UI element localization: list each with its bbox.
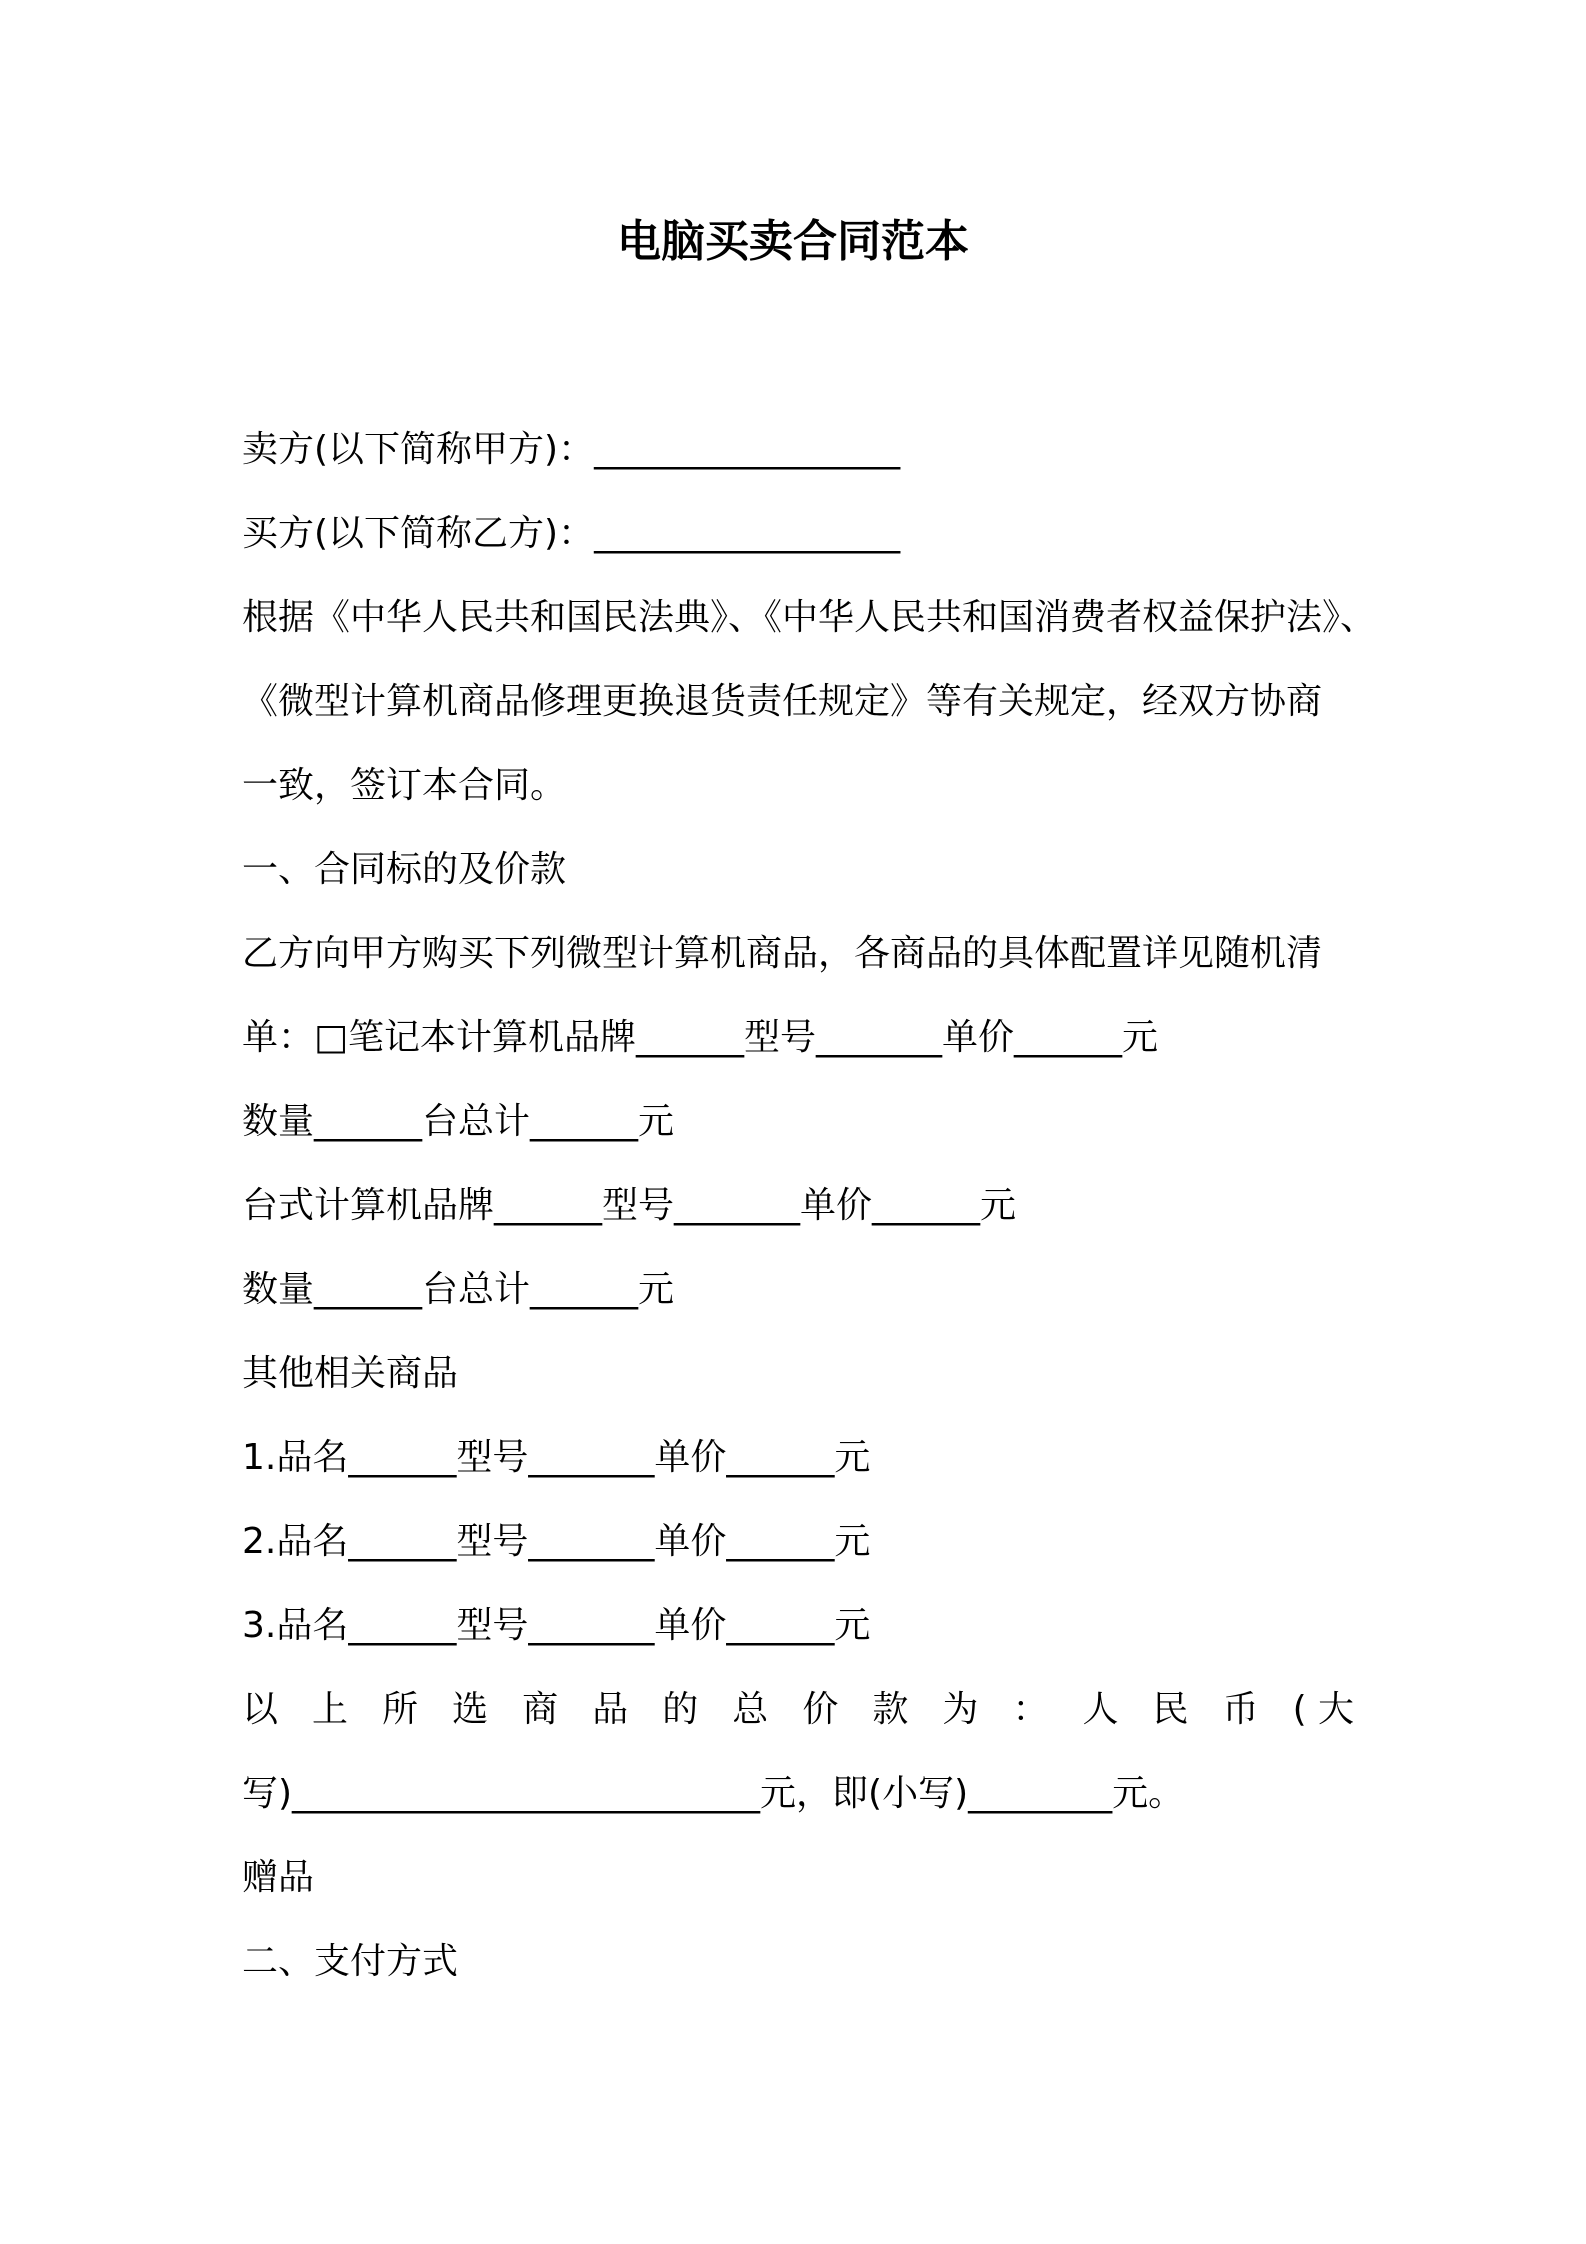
section-2-heading: 二、支付方式 — [242, 1941, 459, 1982]
desktop-quantity-line: 数量______台总计______元 — [242, 1269, 675, 1310]
total-price-line-2: 写)__________________________元，即(小写)________元。 — [242, 1773, 1185, 1814]
document-body — [242, 408, 1377, 2004]
other-goods-heading: 其他相关商品 — [242, 1353, 459, 1394]
buyer-line: 买方(以下简称乙方)：_________________ — [242, 513, 901, 554]
total-price-line-1: 以 上 所 选 商 品 的 总 价 款 为 ： 人 民 币 (大 — [242, 1689, 1354, 1730]
seller-line: 卖方(以下简称甲方)：_________________ — [242, 429, 901, 470]
other-goods-item-2: 2.品名______型号_______单价______元 — [242, 1521, 871, 1562]
section-1-heading: 一、合同标的及价款 — [242, 849, 567, 890]
document-title: 电脑买卖合同范本 — [617, 216, 969, 267]
preamble-line-1: 根据《中华人民共和国民法典》、《中华人民共和国消费者权益保护法》、 — [242, 597, 1377, 638]
laptop-quantity-line: 数量______台总计______元 — [242, 1101, 675, 1142]
other-goods-item-3: 3.品名______型号_______单价______元 — [242, 1605, 871, 1646]
desktop-line: 台式计算机品牌______型号_______单价______元 — [242, 1185, 1017, 1226]
preamble-line-3: 一致，签订本合同。 — [242, 765, 567, 806]
other-goods-item-1: 1.品名______型号_______单价______元 — [242, 1437, 871, 1478]
laptop-line: 单：□笔记本计算机品牌______型号_______单价______元 — [242, 1017, 1159, 1058]
gift-heading: 赠品 — [242, 1857, 315, 1898]
purchase-intro-line-1: 乙方向甲方购买下列微型计算机商品，各商品的具体配置详见随机清 — [242, 933, 1323, 974]
preamble-line-2: 《微型计算机商品修理更换退货责任规定》等有关规定，经双方协商 — [242, 681, 1323, 722]
